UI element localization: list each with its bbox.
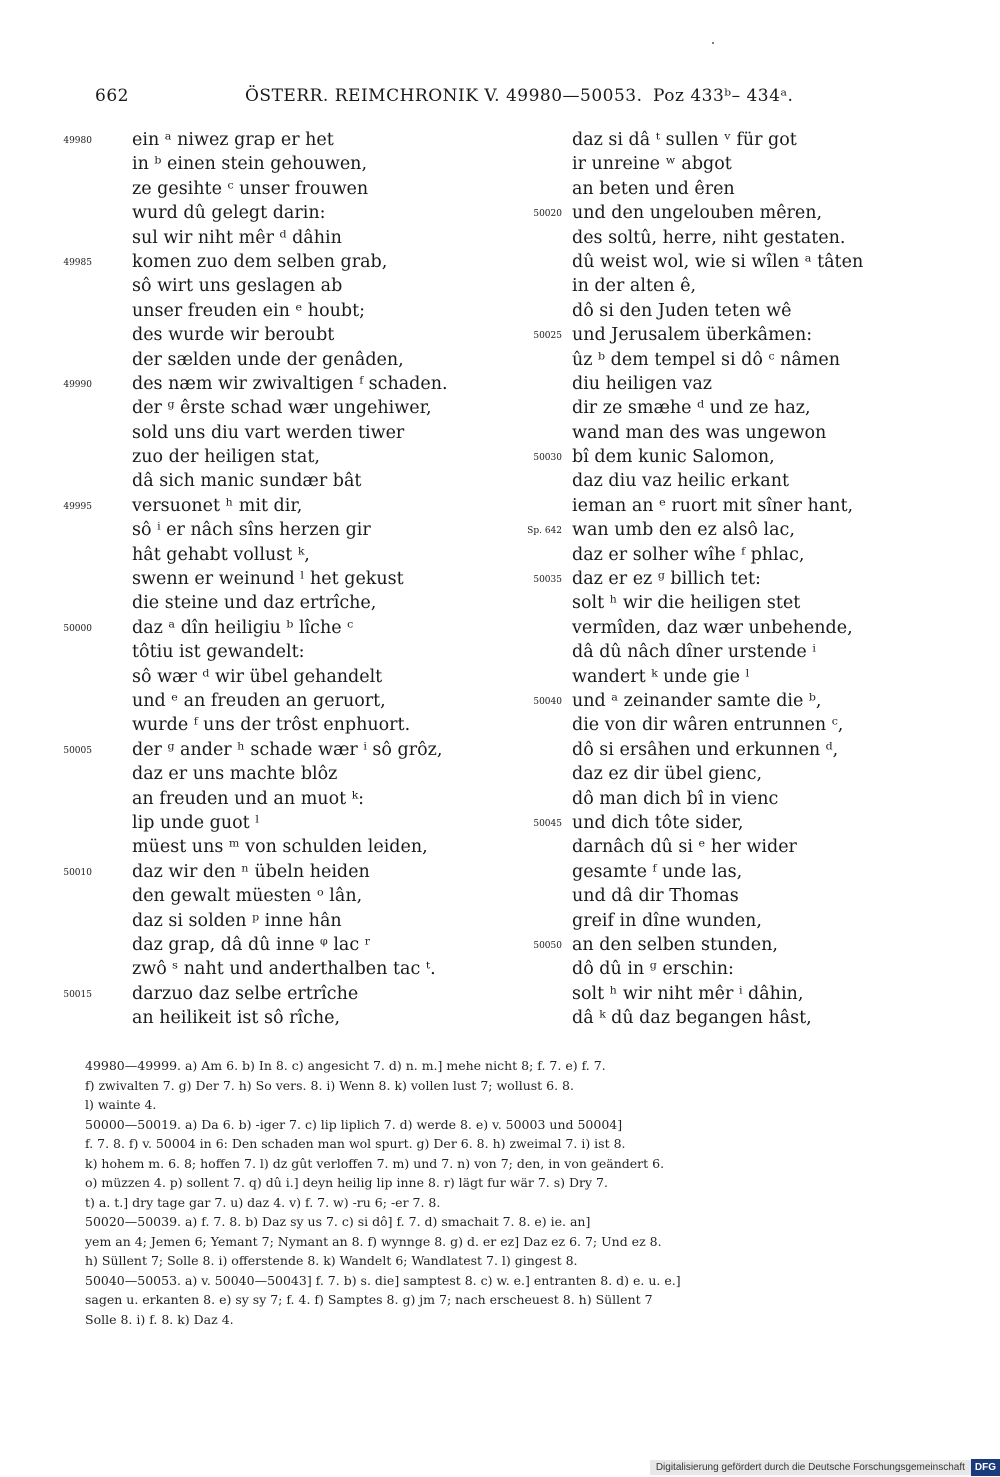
footnote-line: t) a. t.] dry tage gar 7. u) daz 4. v) f. 7. w) -ru 6; -er 7. 8. (85, 1194, 441, 1210)
verse-line (60, 835, 500, 859)
footnote-line: f) zwivalten 7. g) Der 7. h) So vers. 8. i) Wenn 8. k) vollen lust 7; wollust 6. 8. (85, 1077, 574, 1093)
footnote-line: 50040—50053. a) v. 50040—50043] f. 7. b) s. die] samptest 8. c) w. e.] entranten 8. d) e. u. e.] (85, 1272, 681, 1288)
verse-line (60, 323, 500, 347)
verse-number: 50050 (533, 940, 562, 951)
verse-text: solt ʰ wir die heiligen stet (572, 593, 801, 614)
verse-text: wandert ᵏ unde gie ˡ (572, 666, 750, 687)
verse-line (520, 543, 940, 567)
funding-notice: Digitalisierung gefördert durch die Deutsche Forschungsgemeinschaft (650, 1460, 971, 1475)
verse-line (60, 909, 500, 933)
verse-line (60, 494, 500, 518)
speck-mark (712, 42, 714, 44)
verse-text: versuonet ʰ mit dir, (132, 495, 303, 516)
verse-text: greif in dîne wunden, (572, 910, 762, 931)
verse-line (520, 787, 940, 811)
position-reference: Poz 433ᵇ– 434ᵃ. (653, 86, 794, 106)
verse-text: vermîden, daz wær unbehende, (572, 617, 853, 638)
verse-line (60, 591, 500, 615)
verse-line (520, 884, 940, 908)
verse-line (60, 665, 500, 689)
verse-text: dô si ersâhen und erkunnen ᵈ, (572, 739, 839, 760)
verse-line (520, 1006, 940, 1030)
verse-text: in der alten ê, (572, 276, 697, 297)
verse-text: solt ʰ wir niht mêr ⁱ dâhin, (572, 983, 804, 1004)
verse-text: und dich tôte sider, (572, 812, 744, 833)
verse-line (60, 884, 500, 908)
verse-text: daz diu vaz heilic erkant (572, 471, 789, 492)
verse-line (520, 835, 940, 859)
verse-text: wan umb den ez alsô lac, (572, 520, 795, 541)
verse-text: lip unde guot ˡ (132, 812, 260, 833)
verse-text: dâ sich manic sundær bât (132, 471, 362, 492)
footnote-line: o) müzzen 4. p) sollent 7. q) dû i.] deyn heilig lip inne 8. r) lägt fur wär 7. s) Dry 7. (85, 1175, 608, 1190)
verse-line (520, 226, 940, 250)
verse-text: daz er uns machte blôz (132, 764, 338, 785)
verse-text: darnâch dû si ᵉ her wider (572, 837, 797, 858)
verse-number: 50035 (533, 575, 562, 586)
verse-line (520, 469, 940, 493)
verse-line (520, 274, 940, 298)
verse-number: Sp. 642 (527, 526, 562, 537)
verse-line (60, 201, 500, 225)
verse-text: ieman an ᵉ ruort mit sîner hant, (572, 495, 854, 516)
verse-line (60, 982, 500, 1006)
verse-line (520, 421, 940, 445)
verse-line (60, 250, 500, 274)
verse-text: daz ez dir übel gienc, (572, 764, 763, 785)
verse-line (520, 250, 940, 274)
verse-line (60, 177, 500, 201)
verse-line (60, 348, 500, 372)
digitization-footer (650, 1458, 1000, 1477)
dfg-logo: DFG (971, 1459, 1000, 1476)
verse-line (60, 738, 500, 762)
verse-line (520, 567, 940, 591)
verse-text: daz si dâ ᵗ sullen ᵛ für got (572, 130, 797, 150)
verse-number: 50010 (63, 867, 92, 878)
verse-text: an heilikeit ist sô rîche, (132, 1008, 341, 1029)
verse-text: ûz ᵇ dem tempel si dô ᶜ nâmen (572, 349, 841, 370)
verse-line (60, 396, 500, 420)
verse-text: swenn er weinund ˡ het gekust (132, 569, 404, 590)
verse-text: und den ungelouben mêren, (572, 203, 823, 224)
verse-text: ir unreine ʷ abgot (572, 154, 732, 175)
verse-line (520, 201, 940, 225)
verse-text: dir ze smæhe ᵈ und ze haz, (572, 398, 811, 419)
verse-text: gesamte ᶠ unde las, (572, 861, 743, 882)
critical-apparatus (85, 1056, 945, 1329)
verse-line (520, 348, 940, 372)
verse-line (60, 543, 500, 567)
verse-text: daz wir den ⁿ übeln heiden (132, 861, 370, 882)
verse-number: 50045 (533, 818, 562, 829)
verse-text: diu heiligen vaz (572, 373, 712, 394)
verse-line (520, 811, 940, 835)
footnote-line: 49980—49999. a) Am 6. b) In 8. c) angesicht 7. d) n. m.] mehe nicht 8; f. 7. e) f. 7. (85, 1058, 606, 1073)
verse-line (520, 396, 940, 420)
verse-text: zuo der heiligen stat, (132, 447, 320, 468)
verse-line (60, 787, 500, 811)
verse-line (60, 860, 500, 884)
footnote-line: 50000—50019. a) Da 6. b) -iger 7. c) lip liplich 7. d) werde 8. e) v. 50003 und 50004] (85, 1116, 623, 1132)
verse-line (60, 933, 500, 957)
verse-text: die von dir wâren entrunnen ᶜ, (572, 715, 844, 736)
verse-text: sô ⁱ er nâch sîns herzen gir (132, 520, 371, 541)
verse-text: daz er ez ᵍ billich tet: (572, 569, 761, 590)
verse-text: und dâ dir Thomas (572, 886, 739, 907)
verse-line (60, 762, 500, 786)
verse-line (60, 274, 500, 298)
verse-line (520, 909, 940, 933)
verse-line (60, 128, 500, 152)
verse-line (60, 616, 500, 640)
verse-line (520, 616, 940, 640)
page-header (95, 86, 915, 112)
verse-text: ein ᵃ niwez grap er het (132, 130, 334, 150)
verse-line (520, 957, 940, 981)
verse-line (60, 226, 500, 250)
verse-number: 50015 (63, 989, 92, 1000)
verse-number: 49995 (63, 501, 92, 512)
verse-text: an den selben stunden, (572, 934, 778, 955)
verse-line (60, 640, 500, 664)
verse-line (520, 738, 940, 762)
verse-line (520, 713, 940, 737)
verse-line (520, 640, 940, 664)
verse-text: und ᵃ zeinander samte die ᵇ, (572, 690, 822, 711)
footnote-line: f. 7. 8. f) v. 50004 in 6: Den schaden man wol spurt. g) Der 6. 8. h) zweimal 7. i) ist 8. (85, 1136, 626, 1151)
verse-number: 50030 (533, 453, 562, 464)
verse-text: daz ᵃ dîn heiligiu ᵇ lîche ᶜ (132, 617, 354, 638)
verse-text: und ᵉ an freuden an geruort, (132, 690, 386, 711)
verse-text: bî dem kunic Salomon, (572, 447, 775, 468)
verse-text: zwô ˢ naht und anderthalben tac ᵗ. (132, 959, 436, 980)
verse-text: sô wær ᵈ wir übel gehandelt (132, 666, 383, 687)
verse-line (60, 445, 500, 469)
verse-line (60, 713, 500, 737)
verse-number: 49990 (63, 379, 92, 390)
verse-text: tôtiu ist gewandelt: (132, 642, 305, 663)
verse-number: 50005 (63, 745, 92, 756)
footnote-line: k) hohem m. 6. 8; hoffen 7. l) dz gût verloffen 7. m) und 7. n) von 7; den, in von geändert 6. (85, 1155, 665, 1171)
right-verse-column (520, 128, 940, 1030)
verse-text: dô dû in ᵍ erschin: (572, 959, 734, 980)
footnote-line: h) Süllent 7; Solle 8. i) offerstende 8. k) Wandelt 6; Wandlatest 7. l) gingest 8. (85, 1253, 578, 1268)
verse-text: komen zuo dem selben grab, (132, 251, 388, 272)
verse-text: daz si solden ᵖ inne hân (132, 910, 342, 931)
verse-text: dô man dich bî in vienc (572, 788, 779, 809)
verse-line (520, 933, 940, 957)
verse-text: hât gehabt vollust ᵏ, (132, 544, 310, 565)
verse-line (60, 689, 500, 713)
verse-line (520, 689, 940, 713)
verse-text: an beten und êren (572, 178, 735, 199)
verse-text: des wurde wir beroubt (132, 325, 335, 346)
verse-text: an freuden und an muot ᵏ: (132, 788, 364, 809)
verse-line (520, 177, 940, 201)
verse-text: dû weist wol, wie si wîlen ᵃ tâten (572, 251, 864, 272)
verse-number: 50000 (63, 623, 92, 634)
verse-text: wand man des was ungewon (572, 422, 827, 443)
verse-line (60, 421, 500, 445)
verse-number: 49985 (63, 257, 92, 268)
verse-text: wurde ᶠ uns der trôst enphuort. (132, 715, 411, 736)
verse-line (60, 152, 500, 176)
verse-line (520, 152, 940, 176)
verse-text: und Jerusalem überkâmen: (572, 325, 813, 346)
verse-line (520, 323, 940, 347)
verse-line (60, 567, 500, 591)
footnote-line: yem an 4; Jemen 6; Yemant 7; Nymant an 8. f) wynnge 8. g) d. er ez] Daz ez 6. 7; Und ez 8. (85, 1233, 662, 1249)
verse-line (520, 860, 940, 884)
verse-text: unser freuden ein ᵉ houbt; (132, 300, 366, 321)
verse-text: dâ ᵏ dû daz begangen hâst, (572, 1008, 812, 1029)
verse-line (520, 128, 940, 152)
verse-text: die steine und daz ertrîche, (132, 593, 377, 614)
verse-line (520, 445, 940, 469)
verse-text: sold uns diu vart werden tiwer (132, 422, 405, 443)
page-number: 662 (95, 86, 129, 106)
verse-line (520, 494, 940, 518)
verse-line (60, 1006, 500, 1030)
footnote-line: 50020—50039. a) f. 7. 8. b) Daz sy us 7. c) si dô] f. 7. d) smachait 7. 8. e) ie. an] (85, 1214, 591, 1229)
verse-text: des soltû, herre, niht gestaten. (572, 227, 846, 248)
verse-text: der sælden unde der genâden, (132, 349, 404, 370)
verse-line (520, 591, 940, 615)
verse-text: dô si den Juden teten wê (572, 300, 792, 321)
verse-number: 50025 (533, 331, 562, 342)
verse-line (60, 811, 500, 835)
verse-line (520, 372, 940, 396)
verse-line (520, 518, 940, 542)
verse-text: in ᵇ einen stein gehouwen, (132, 154, 368, 175)
verse-text: der ᵍ êrste schad wær ungehiwer, (132, 398, 432, 419)
verse-text: sul wir niht mêr ᵈ dâhin (132, 227, 342, 248)
verse-text: ze gesihte ᶜ unser frouwen (132, 178, 369, 199)
verse-text: daz er solher wîhe ᶠ phlac, (572, 544, 805, 565)
verse-text: darzuo daz selbe ertrîche (132, 983, 359, 1004)
verse-line (520, 982, 940, 1006)
verse-line (520, 762, 940, 786)
verse-text: daz grap, dâ dû inne ᵠ lac ʳ (132, 934, 371, 955)
verse-text: wurd dû gelegt darin: (132, 203, 326, 224)
verse-line (60, 957, 500, 981)
verse-text: des næm wir zwivaltigen ᶠ schaden. (132, 373, 448, 394)
verse-number: 50020 (533, 209, 562, 220)
verse-line (520, 665, 940, 689)
verse-line (60, 518, 500, 542)
verse-text: der ᵍ ander ʰ schade wær ⁱ sô grôz, (132, 739, 443, 760)
verse-line (60, 299, 500, 323)
verse-number: 50040 (533, 696, 562, 707)
verse-line (520, 299, 940, 323)
footnote-line: sagen u. erkanten 8. e) sy sy 7; f. 4. f) Samptes 8. g) jm 7; nach erscheuest 8. h) Süllent 7 (85, 1292, 653, 1307)
running-title: ÖSTERR. REIMCHRONIK V. 49980—50053. (245, 86, 643, 106)
verse-number: 49980 (63, 136, 92, 146)
verse-text: sô wirt uns geslagen ab (132, 276, 343, 297)
footnote-line: l) wainte 4. (85, 1097, 157, 1112)
verse-text: dâ dû nâch dîner urstende ⁱ (572, 642, 816, 663)
verse-text: müest uns ᵐ von schulden leiden, (132, 837, 428, 858)
left-verse-column (60, 128, 500, 1030)
verse-line (60, 469, 500, 493)
verse-line (60, 372, 500, 396)
verse-text: den gewalt müesten ᵒ lân, (132, 886, 363, 907)
footnote-line: Solle 8. i) f. 8. k) Daz 4. (85, 1311, 234, 1327)
